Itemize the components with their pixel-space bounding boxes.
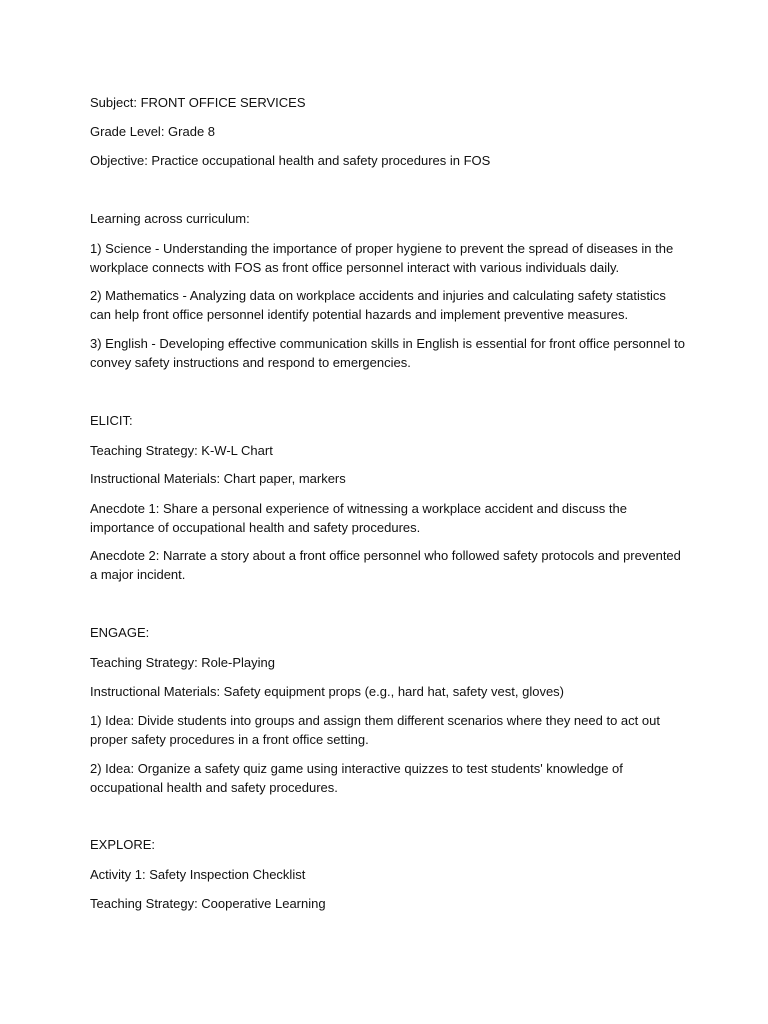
curriculum-item-science: 1) Science - Understanding the importance of proper hygiene to prevent the spread of diseases in the workplace connects with FOS as front office personnel interact with various individuals daily. xyxy=(90,241,674,275)
objective-line: Objective: Practice occupational health and safety procedures in FOS xyxy=(90,153,491,168)
elicit-strategy: Teaching Strategy: K-W-L Chart xyxy=(90,443,273,458)
engage-heading: ENGAGE: xyxy=(90,625,150,640)
explore-strategy: Teaching Strategy: Cooperative Learning xyxy=(90,896,326,911)
engage-idea-2: 2) Idea: Organize a safety quiz game using interactive quizzes to test students' knowledge of occupational health and safety procedures. xyxy=(90,761,623,795)
curriculum-item-english: 3) English - Developing effective communication skills in English is essential for front office personnel to convey safety instructions and respond to emergencies. xyxy=(90,336,685,370)
explore-activity-1: Activity 1: Safety Inspection Checklist xyxy=(90,867,306,882)
elicit-anecdote-1: Anecdote 1: Share a personal experience of witnessing a workplace accident and discuss the importance of occupational health and safety procedures. xyxy=(90,501,627,535)
engage-materials: Instructional Materials: Safety equipment props (e.g., hard hat, safety vest, gloves) xyxy=(90,684,565,699)
elicit-materials: Instructional Materials: Chart paper, markers xyxy=(90,471,346,486)
engage-idea-1: 1) Idea: Divide students into groups and assign them different scenarios where they need to act out proper safety procedures in a front office setting. xyxy=(90,713,660,747)
subject-line: Subject: FRONT OFFICE SERVICES xyxy=(90,95,306,110)
explore-heading: EXPLORE: xyxy=(90,837,156,852)
grade-level-line: Grade Level: Grade 8 xyxy=(90,124,216,139)
engage-strategy: Teaching Strategy: Role-Playing xyxy=(90,655,275,670)
elicit-heading: ELICIT: xyxy=(90,413,133,428)
curriculum-heading: Learning across curriculum: xyxy=(90,211,250,226)
elicit-anecdote-2: Anecdote 2: Narrate a story about a front office personnel who followed safety protocols and prevented a major incident. xyxy=(90,548,681,582)
curriculum-item-mathematics: 2) Mathematics - Analyzing data on workplace accidents and injuries and calculating safety statistics can help front office personnel identify potential hazards and implement preventive measures. xyxy=(90,288,666,322)
